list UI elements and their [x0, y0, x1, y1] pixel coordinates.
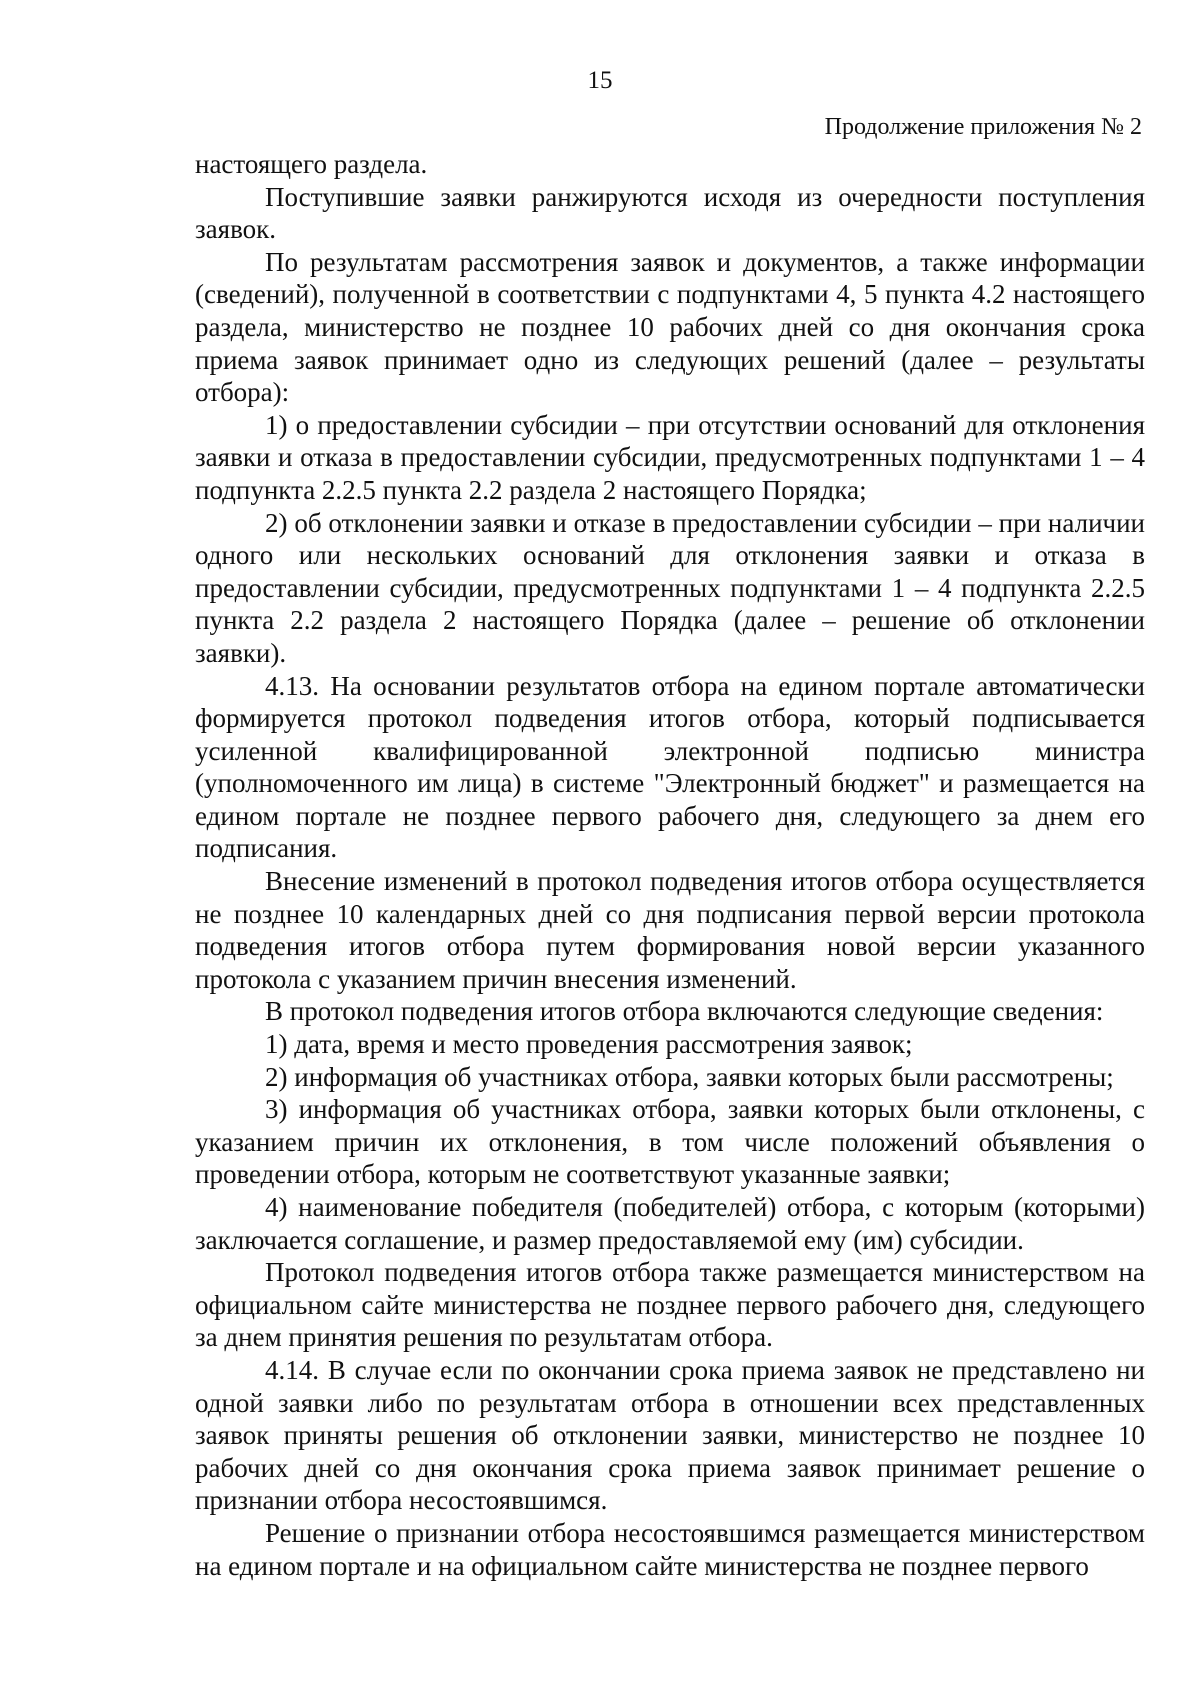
- paragraph: Внесение изменений в протокол подведения итогов отбора осуществляется не позднее 10 календарных дней со дня подписания первой версии протокола подведения итогов отбора путем формирования новой версии указанного протокола с указанием причин внесения изменений.: [195, 866, 1145, 994]
- paragraph: В протокол подведения итогов отбора включаются следующие сведения:: [265, 996, 1104, 1027]
- paragraph: настоящего раздела.: [195, 149, 428, 179]
- paragraph: 4) наименование победителя (победителей) отбора, с которым (которыми) заключается соглашение, и размер предоставляемой ему (им) субсидии.: [195, 1192, 1145, 1255]
- paragraph: 4.14. В случае если по окончании срока приема заявок не представлено ни одной заявки либо по результатам отбора в отношении всех представленных заявок приняты решения об отклонении заявки, министерство не позднее 10 рабочих дней со дня окончания срока приема заявок принимает решение о признании отбора несостоявшимся.: [195, 1354, 1145, 1516]
- paragraph: 1) дата, время и место проведения рассмотрения заявок;: [265, 1029, 913, 1060]
- paragraph: Решение о признании отбора несостоявшимся размещается министерством на едином портале и на официальном сайте министерства не позднее первого: [195, 1517, 1145, 1581]
- paragraph: 1) о предоставлении субсидии – при отсутствии оснований для отклонения заявки и отказа в предоставлении субсидии, предусмотренных подпунктами 1 – 4 подпункта 2.2.5 пункта 2.2 раздела 2 настоящего Порядка;: [195, 409, 1145, 505]
- paragraph: По результатам рассмотрения заявок и документов, а также информации (сведений), полученной в соответствии с подпунктами 4, 5 пункта 4.2 настоящего раздела, министерство не позднее 10 рабочих дней со дня окончания срока приема заявок принимает одно из следующих решений (далее – результаты отбора):: [195, 246, 1145, 408]
- paragraph: Поступившие заявки ранжируются исходя из очередности поступления заявок.: [195, 181, 1145, 245]
- paragraph: 3) информация об участниках отбора, заявки которых были отклонены, с указанием причин их отклонения, в том числе положений объявления о проведении отбора, которым не соответствуют указанные заявки;: [195, 1094, 1145, 1190]
- paragraph: 2) об отклонении заявки и отказе в предоставлении субсидии – при наличии одного или нескольких оснований для отклонения заявки и отказа в предоставлении субсидии, предусмотренных подпунктами 1 – 4 подпункта 2.2.5 пункта 2.2 раздела 2 настоящего Порядка (далее – решение об отклонении заявки).: [195, 507, 1145, 668]
- paragraph: Протокол подведения итогов отбора также размещается министерством на официальном сайте министерства не позднее первого рабочего дня, следующего за днем принятия решения по результатам отбора.: [195, 1257, 1145, 1353]
- running-header: Продолжение приложения № 2: [824, 114, 1142, 140]
- paragraph: 2) информация об участниках отбора, заявки которых были рассмотрены;: [265, 1061, 1114, 1092]
- paragraph: 4.13. На основании результатов отбора на едином портале автоматически формируется протокол подведения итогов отбора, который подписывается усиленной квалифицированной электронной подписью министра (уполномоченного им лица) в системе "Электронный бюджет" и размещается на едином портале не позднее первого рабочего дня, следующего за днем его подписания.: [195, 670, 1145, 864]
- document-body: [195, 148, 1145, 1582]
- page-number: 15: [587, 67, 613, 94]
